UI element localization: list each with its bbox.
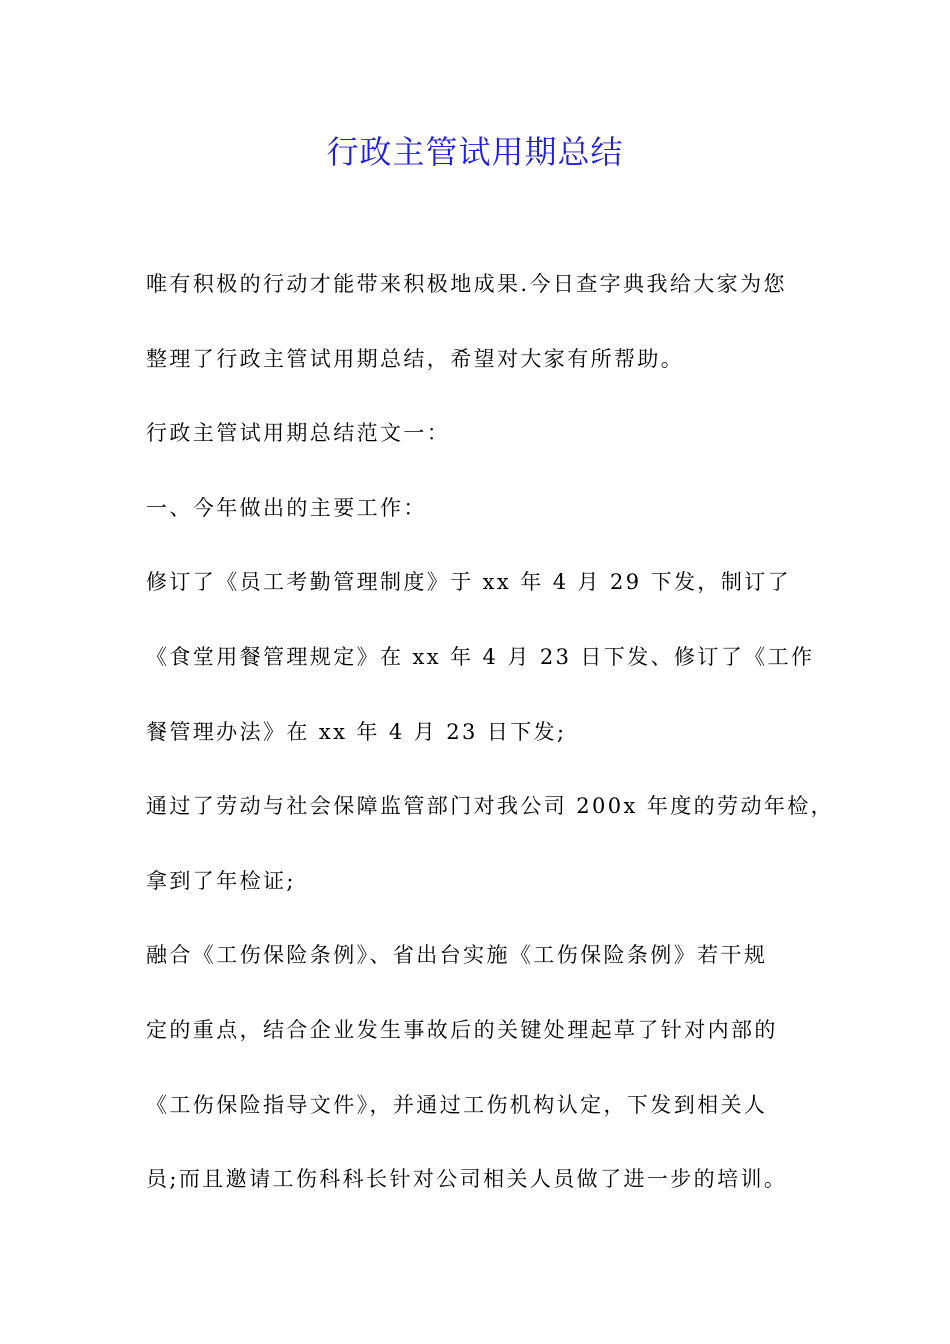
body-line-8: 通过了劳动与社会保障监管部门对我公司 200x 年度的劳动年检， (146, 794, 835, 819)
body-line-12: 《工伤保险指导文件》，并通过工伤机构认定，下发到相关人 (146, 1092, 768, 1117)
document-title: 行政主管试用期总结 (326, 133, 624, 171)
body-line-9: 拿到了年检证; (146, 868, 296, 893)
body-line-2: 整理了行政主管试用期总结，希望对大家有所帮助。 (146, 346, 685, 371)
body-line-3: 行政主管试用期总结范文一： (146, 421, 451, 446)
document-body (146, 262, 835, 1232)
body-line-13: 员;而且邀请工伤科科长针对公司相关人员做了进一步的培训。 (146, 1167, 788, 1192)
body-line-7: 餐管理办法》在 xx 年 4 月 23 日下发; (146, 719, 567, 744)
body-line-10: 融合《工伤保险条例》、省出台实施《工伤保险条例》若干规 (146, 943, 768, 968)
body-line-4: 一、今年做出的主要工作： (146, 495, 427, 520)
body-line-5: 修订了《员工考勤管理制度》于 xx 年 4 月 29 下发，制订了 (146, 570, 792, 595)
body-line-6: 《食堂用餐管理规定》在 xx 年 4 月 23 日下发、修订了《工作 (146, 644, 815, 669)
body-line-1: 唯有积极的行动才能带来积极地成果.今日查字典我给大家为您 (146, 272, 787, 296)
body-line-11: 定的重点，结合企业发生事故后的关键处理起草了针对内部的 (146, 1017, 778, 1042)
